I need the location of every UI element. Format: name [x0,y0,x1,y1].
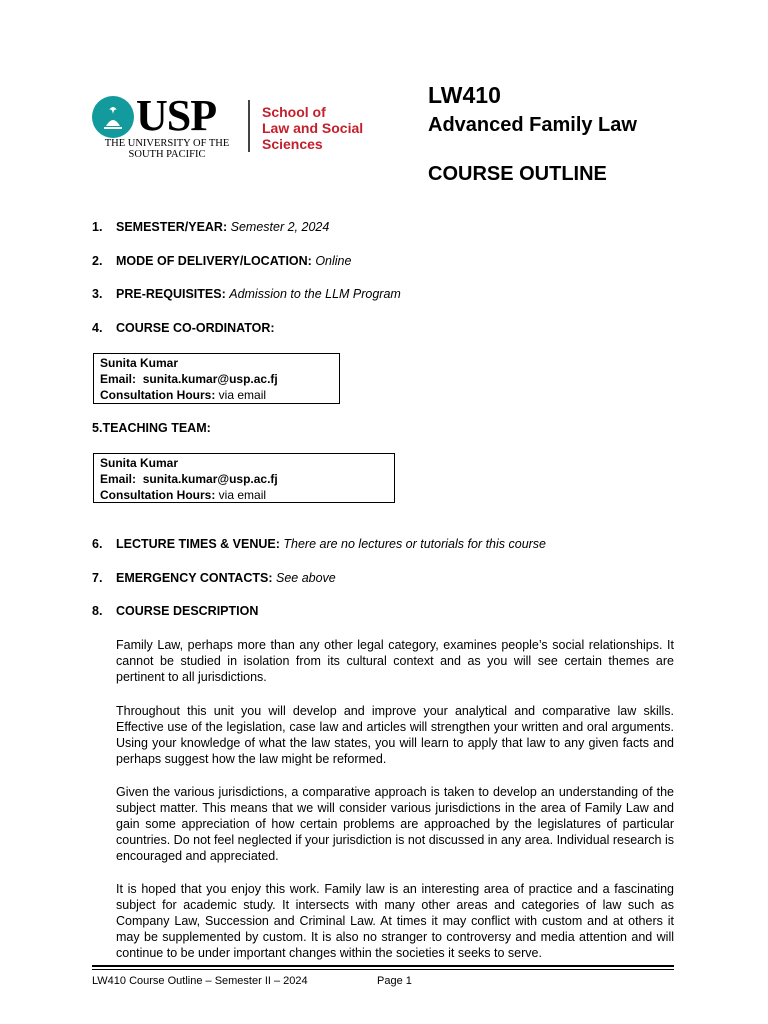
usp-logo [92,91,392,162]
course-title: Advanced Family Law [428,114,637,136]
description-paragraph-1: Family Law, perhaps more than any other legal category, examines people’s social relationships. It cannot be studied in isolation from its cultural context and as you will see certain themes are pertinent to all jurisdictions. [116,638,674,684]
item-course-description: 8. COURSE DESCRIPTION [92,604,259,618]
footer-rule [92,965,674,967]
footer-rule-thin [92,969,674,970]
item-coordinator: 4. COURSE CO-ORDINATOR: [92,321,275,335]
coordinator-name: Sunita Kumar [100,356,179,370]
item-teaching-team: 5.TEACHING TEAM: [92,421,211,435]
footer-page-number: Page 1 [377,975,412,987]
logo-school-name: School of Law and Social Sciences [262,104,364,152]
coordinator-email[interactable]: sunita.kumar@usp.ac.fj [142,372,278,386]
item-delivery: 2. MODE OF DELIVERY/LOCATION: Online [92,254,352,268]
description-paragraph-2: Throughout this unit you will develop and improve your analytical and comparative law skills. Effective use of the legislation, case law and articles will strengthen your written and oral arguments. Using your knowledge of what the law states, you will learn to apply that law to any given facts and perhaps suggest how the law might be reformed. [116,704,674,766]
course-code: LW410 [428,82,501,108]
footer-course-label: LW410 Course Outline – Semester II – 2024 [92,975,308,987]
usp-emblem-icon [92,96,134,138]
logo-wordmark: USP [136,91,217,140]
teaching-team-email[interactable]: sunita.kumar@usp.ac.fj [142,472,278,486]
item-emergency-contacts: 7. EMERGENCY CONTACTS: See above [92,571,336,585]
description-paragraph-3: Given the various jurisdictions, a comparative approach is taken to develop an understanding of the subject matter. This means that we will consider various jurisdictions in the area of Family Law and gain some appreciation of how certain problems are approached by the legislatures of particular countries. Do not feel neglected if your jurisdiction is not discussed in any area. Individual research is encouraged and appreciated. [116,785,674,863]
description-paragraph-4: It is hoped that you enjoy this work. Family law is an interesting area of practice and a fascinating subject for academic study. It intersects with many other areas and categories of law such as Company Law, Succession and Criminal Law. At times it may conflict with custom and at others it may be supplemented by custom. It is also no stranger to controversy and media attention and will continue to be under important changes within the societies it seeks to serve. [116,882,674,960]
logo-divider [248,100,250,152]
item-semester: 1. SEMESTER/YEAR: Semester 2, 2024 [92,220,330,234]
teaching-team-name: Sunita Kumar [100,456,179,470]
item-lecture-times: 6. LECTURE TIMES & VENUE: There are no lectures or tutorials for this course [92,537,547,551]
coordinator-box: Sunita Kumar Email: sunita.kumar@usp.ac.fj Consultation Hours: via email [93,353,340,404]
teaching-team-box: Sunita Kumar Email: sunita.kumar@usp.ac.fj Consultation Hours: via email [93,453,395,503]
document-title: COURSE OUTLINE [428,163,607,185]
item-prerequisites: 3. PRE-REQUISITES: Admission to the LLM Program [92,287,401,301]
logo-university-name: THE UNIVERSITY OF THE SOUTH PACIFIC [104,138,230,160]
